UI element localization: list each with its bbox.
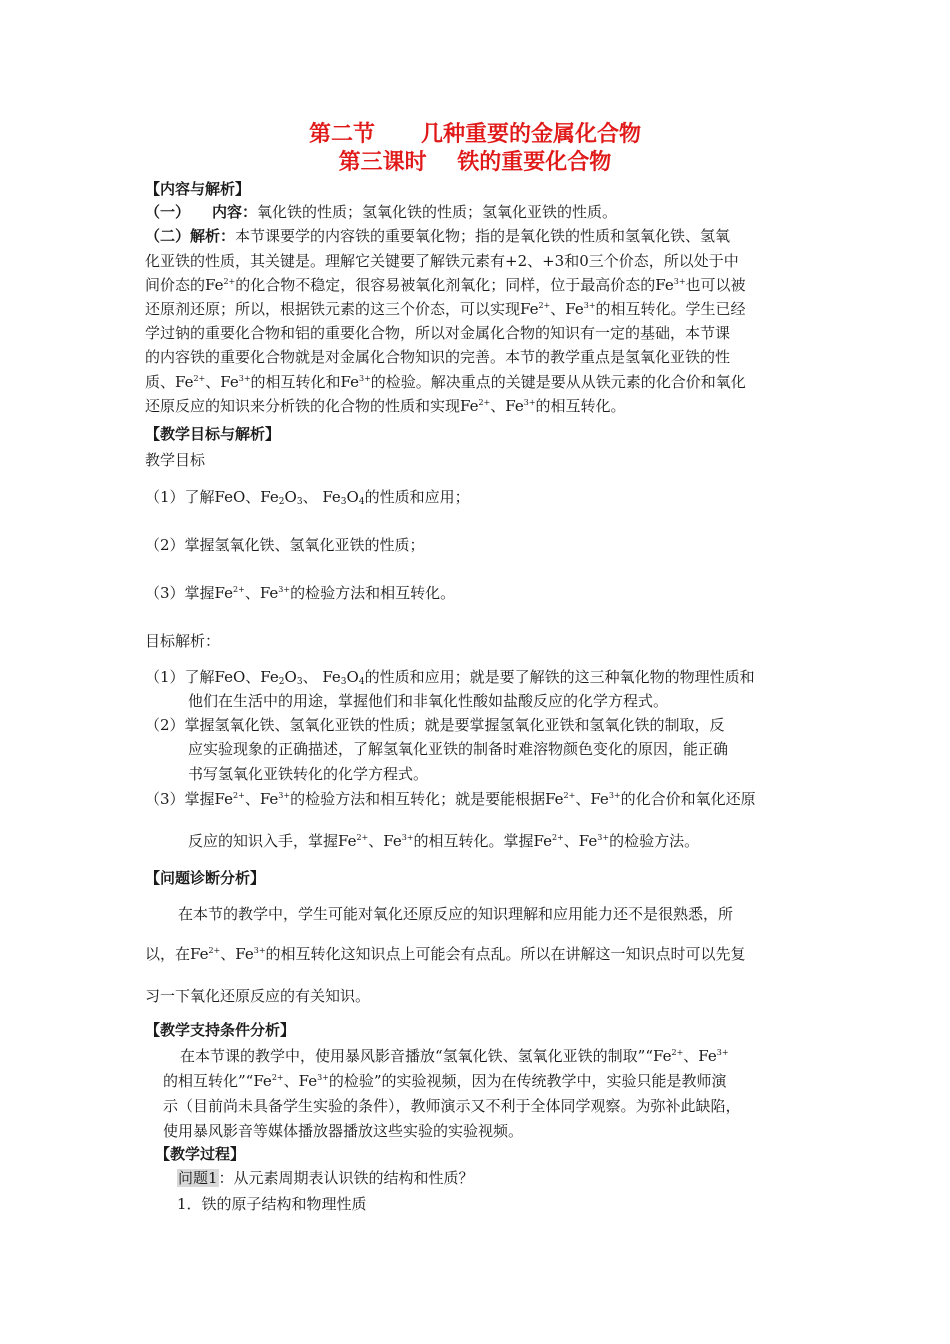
item-text: 氧化铁的性质；氢氧化铁的性质；氢氧化亚铁的性质。 <box>257 203 618 221</box>
support-line: 的相互转化$”“Fe^{2+}$、$Fe^{3+}$的检验”的实验视频，因为在传统教学中，实验只能是教师演 <box>163 1072 727 1090</box>
item-label: （一） <box>145 203 191 221</box>
content-analysis-heading: 【内容与解析】 <box>145 180 251 198</box>
diagnosis-line: 以，在$Fe^{2+}$、$Fe^{3+}$的相互转化这知识点上可能会有点乱。所以在讲解这一知识点时可以先复 <box>145 945 746 963</box>
analysis-line: 还原剂还原；所以，根据铁元素的这三个价态，可以实现$Fe^{2+}$、$Fe^{3+}$的相互转化。学生已经 <box>145 300 746 318</box>
goal-analysis-line: 他们在生活中的用途，掌握他们和非氧化性酸如盐酸反应的化学方程式。 <box>188 692 669 710</box>
analysis-line: （二）解析：本节课要学的内容铁的重要氧化物；指的是氧化铁的性质和氢氧化铁、氢氧 <box>145 227 731 245</box>
goal-analysis-line: （2）掌握氢氧化铁、氢氧化亚铁的性质；就是要掌握氢氧化亚铁和氢氧化铁的制取，反 <box>145 716 725 734</box>
item-key: 内容： <box>212 203 258 221</box>
goal-analysis-line: 反应的知识入手，掌握$Fe^{2+}$、$Fe^{3+}$的相互转化。掌握$Fe^{2+}$、$Fe^{3+}$的检验方法。 <box>188 832 700 850</box>
question-label: 问题1 <box>178 1169 218 1187</box>
analysis-line: 化亚铁的性质，其关键是。理解它关键要了解铁元素有+2、+3和0三个价态，所以处于中 <box>145 252 739 270</box>
process-heading: 【教学过程】 <box>155 1145 246 1163</box>
analysis-line: 的内容铁的重要化合物就是对金属化合物知识的完善。本节的教学重点是氢氧化亚铁的性 <box>145 348 731 366</box>
goal-analysis-subheading: 目标解析： <box>145 632 221 650</box>
support-heading: 【教学支持条件分析】 <box>145 1021 296 1039</box>
lesson-title: 第三课时 铁的重要化合物 <box>338 150 612 175</box>
question-1 <box>177 1167 474 1189</box>
goals-heading: 【教学目标与解析】 <box>145 425 281 443</box>
support-line: 在本节课的教学中，使用暴风影音播放“氢氧化铁、氢氧化亚铁的制取$”“Fe^{2+}$、$Fe^{3+}$ <box>180 1047 729 1065</box>
goal-item: （1）了解FeO、$Fe_2O_3$、 $Fe_3O_4$的性质和应用； <box>145 488 470 507</box>
goal-analysis-line: 书写氢氧化亚铁转化的化学方程式。 <box>188 765 429 783</box>
section-title: 第二节 几种重要的金属化合物 <box>309 122 641 147</box>
analysis-line: 质、$Fe^{2+}$、$Fe^{3+}$的相互转化和$Fe^{3+}$的检验。解决重点的关键是要从从铁元素的化合价和氧化 <box>145 373 746 391</box>
analysis-line: 学过钠的重要化合物和铝的重要化合物，所以对金属化合物的知识有一定的基础，本节课 <box>145 324 731 342</box>
goals-subheading: 教学目标 <box>145 451 206 469</box>
diagnosis-line: 在本节的教学中，学生可能对氧化还原反应的知识理解和应用能力还不是很熟悉，所 <box>178 905 734 923</box>
goal-item: （2）掌握氢氧化铁、氢氧化亚铁的性质； <box>145 536 425 554</box>
goal-analysis-line: 应实验现象的正确描述，了解氢氧化亚铁的制备时难溶物颜色变化的原因，能正确 <box>188 740 729 758</box>
question-text: ：从元素周期表认识铁的结构和性质？ <box>218 1169 474 1187</box>
diagnosis-heading: 【问题诊断分析】 <box>145 869 266 887</box>
analysis-line: 还原反应的知识来分析铁的化合物的性质和实现$Fe^{2+}$、$Fe^{3+}$的相互转化。 <box>145 397 626 415</box>
diagnosis-line: 习一下氧化还原反应的有关知识。 <box>145 987 371 1005</box>
analysis-line: 间价态的$Fe^{2+}$的化合物不稳定，很容易被氧化剂氧化；同样，位于最高价态的$Fe^{3+}$也可以被 <box>145 276 746 294</box>
goal-analysis-line: （3）掌握$Fe^{2+}$、$Fe^{3+}$的检验方法和相互转化；就是要能根据$Fe^{2+}$、$Fe^{3+}$的化合价和氧化还原 <box>145 790 756 808</box>
process-item: 1．铁的原子结构和物理性质 <box>177 1195 367 1213</box>
support-line: 示（目前尚未具备学生实验的条件），教师演示又不利于全体同学观察。为弥补此缺陷， <box>163 1097 741 1115</box>
goal-analysis-line: （1）了解FeO、$Fe_2O_3$、 $Fe_3O_4$的性质和应用；就是要了解铁的这三种氧化物的物理性质和 <box>145 668 755 687</box>
content-item <box>145 201 617 223</box>
support-line: 使用暴风影音等媒体播放器播放这些实验的实验视频。 <box>163 1122 524 1140</box>
goal-item: （3）掌握$Fe^{2+}$、$Fe^{3+}$的检验方法和相互转化。 <box>145 584 456 602</box>
